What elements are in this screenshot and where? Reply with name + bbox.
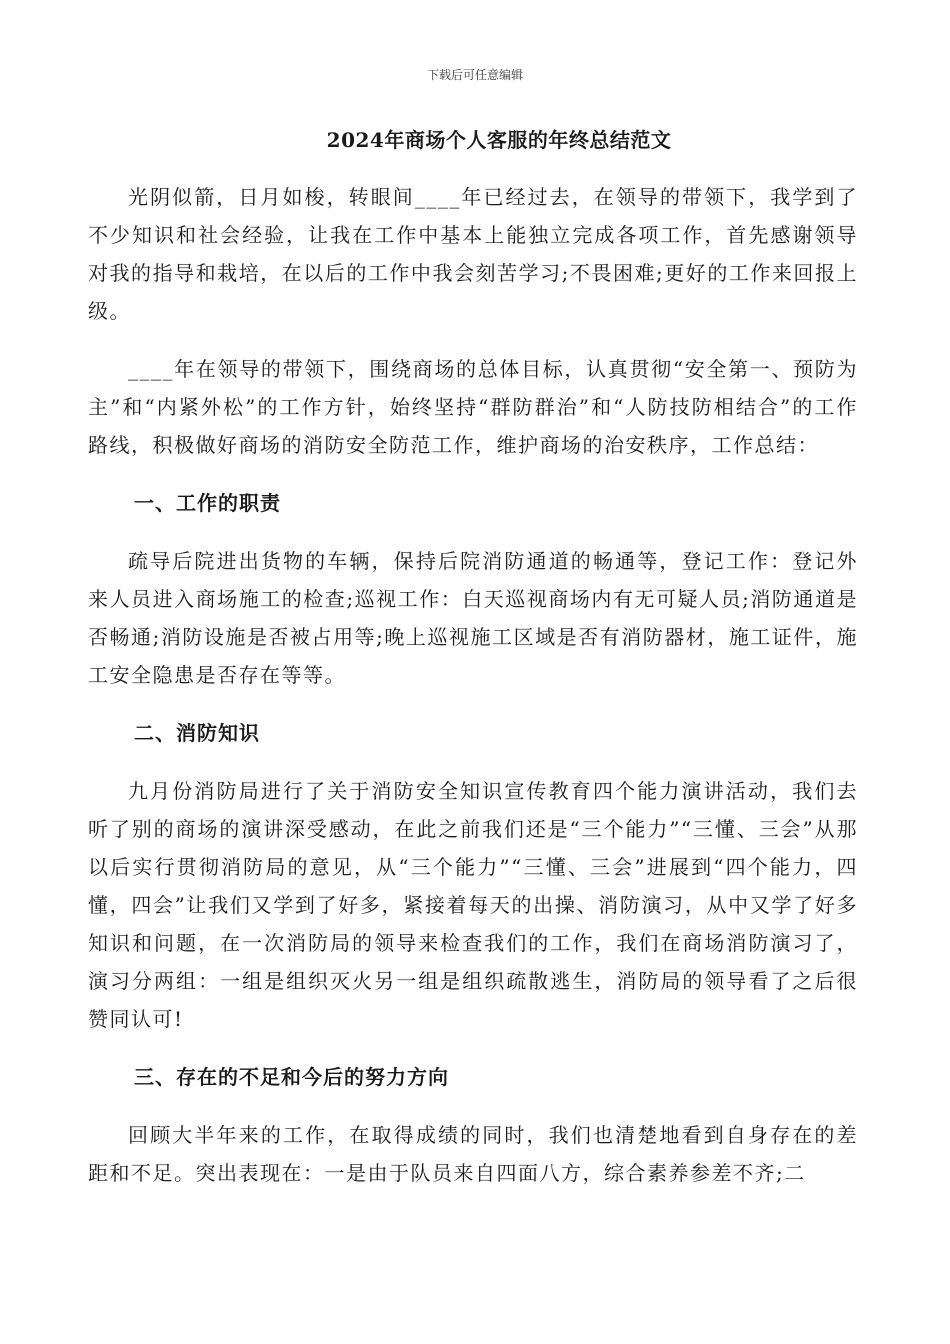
- download-note: 下载后可任意编辑: [426, 68, 523, 82]
- intro-paragraph: 光阴似箭，日月如梭，转眼间____年已经过去，在领导的带领下，我学到了不少知识和社会经验，让我在工作中基本上能独立完成各项工作，首先感谢领导对我的指导和栽培，在以后的工作中我会刻苦学习;不畏困难;更好的工作来回报上级。: [88, 185, 858, 323]
- section-paragraph-fire-knowledge: 九月份消防局进行了关于消防安全知识宣传教育四个能力演讲活动，我们去听了别的商场的演讲深受感动，在此之前我们还是“三个能力”“三懂、三会”从那以后实行贯彻消防局的意见，从“三个能力”“三懂、三会”进展到“四个能力，四懂，四会”让我们又学到了好多，紧接着每天的出操、消防演习，从中又学了好多知识和问题，在一次消防局的领导来检查我们的工作，我们在商场消防演习了，演习分两组：一组是组织灭火另一组是组织疏散逃生，消防局的领导看了之后很赞同认可!: [88, 779, 858, 1031]
- section-heading-shortcomings: 三、存在的不足和今后的努力方向: [134, 1065, 449, 1089]
- section-heading-duties: 一、工作的职责: [134, 491, 281, 515]
- section-paragraph-duties: 疏导后院进出货物的车辆，保持后院消防通道的畅通等，登记工作：登记外来人员进入商场施工的检查;巡视工作：白天巡视商场内有无可疑人员;消防通道是否畅通;消防设施是否被占用等;晚上巡视施工区域是否有消防器材，施工证件，施工安全隐患是否存在等等。: [88, 549, 858, 687]
- document-title: 2024年商场个人客服的年终总结范文: [326, 128, 672, 152]
- document-body: [88, 178, 858, 1192]
- section-paragraph-shortcomings: 回顾大半年来的工作，在取得成绩的同时，我们也清楚地看到自身存在的差距和不足。突出表现在：一是由于队员来自四面八方，综合素养参差不齐;二: [88, 1123, 858, 1185]
- overview-paragraph: ____年在领导的带领下，围绕商场的总体目标，认真贯彻“安全第一、预防为主”和“内紧外松”的工作方针，始终坚持“群防群治”和“人防技防相结合”的工作路线，积极做好商场的消防安全防范工作，维护商场的治安秩序，工作总结：: [88, 357, 858, 457]
- section-heading-fire-knowledge: 二、消防知识: [134, 721, 260, 745]
